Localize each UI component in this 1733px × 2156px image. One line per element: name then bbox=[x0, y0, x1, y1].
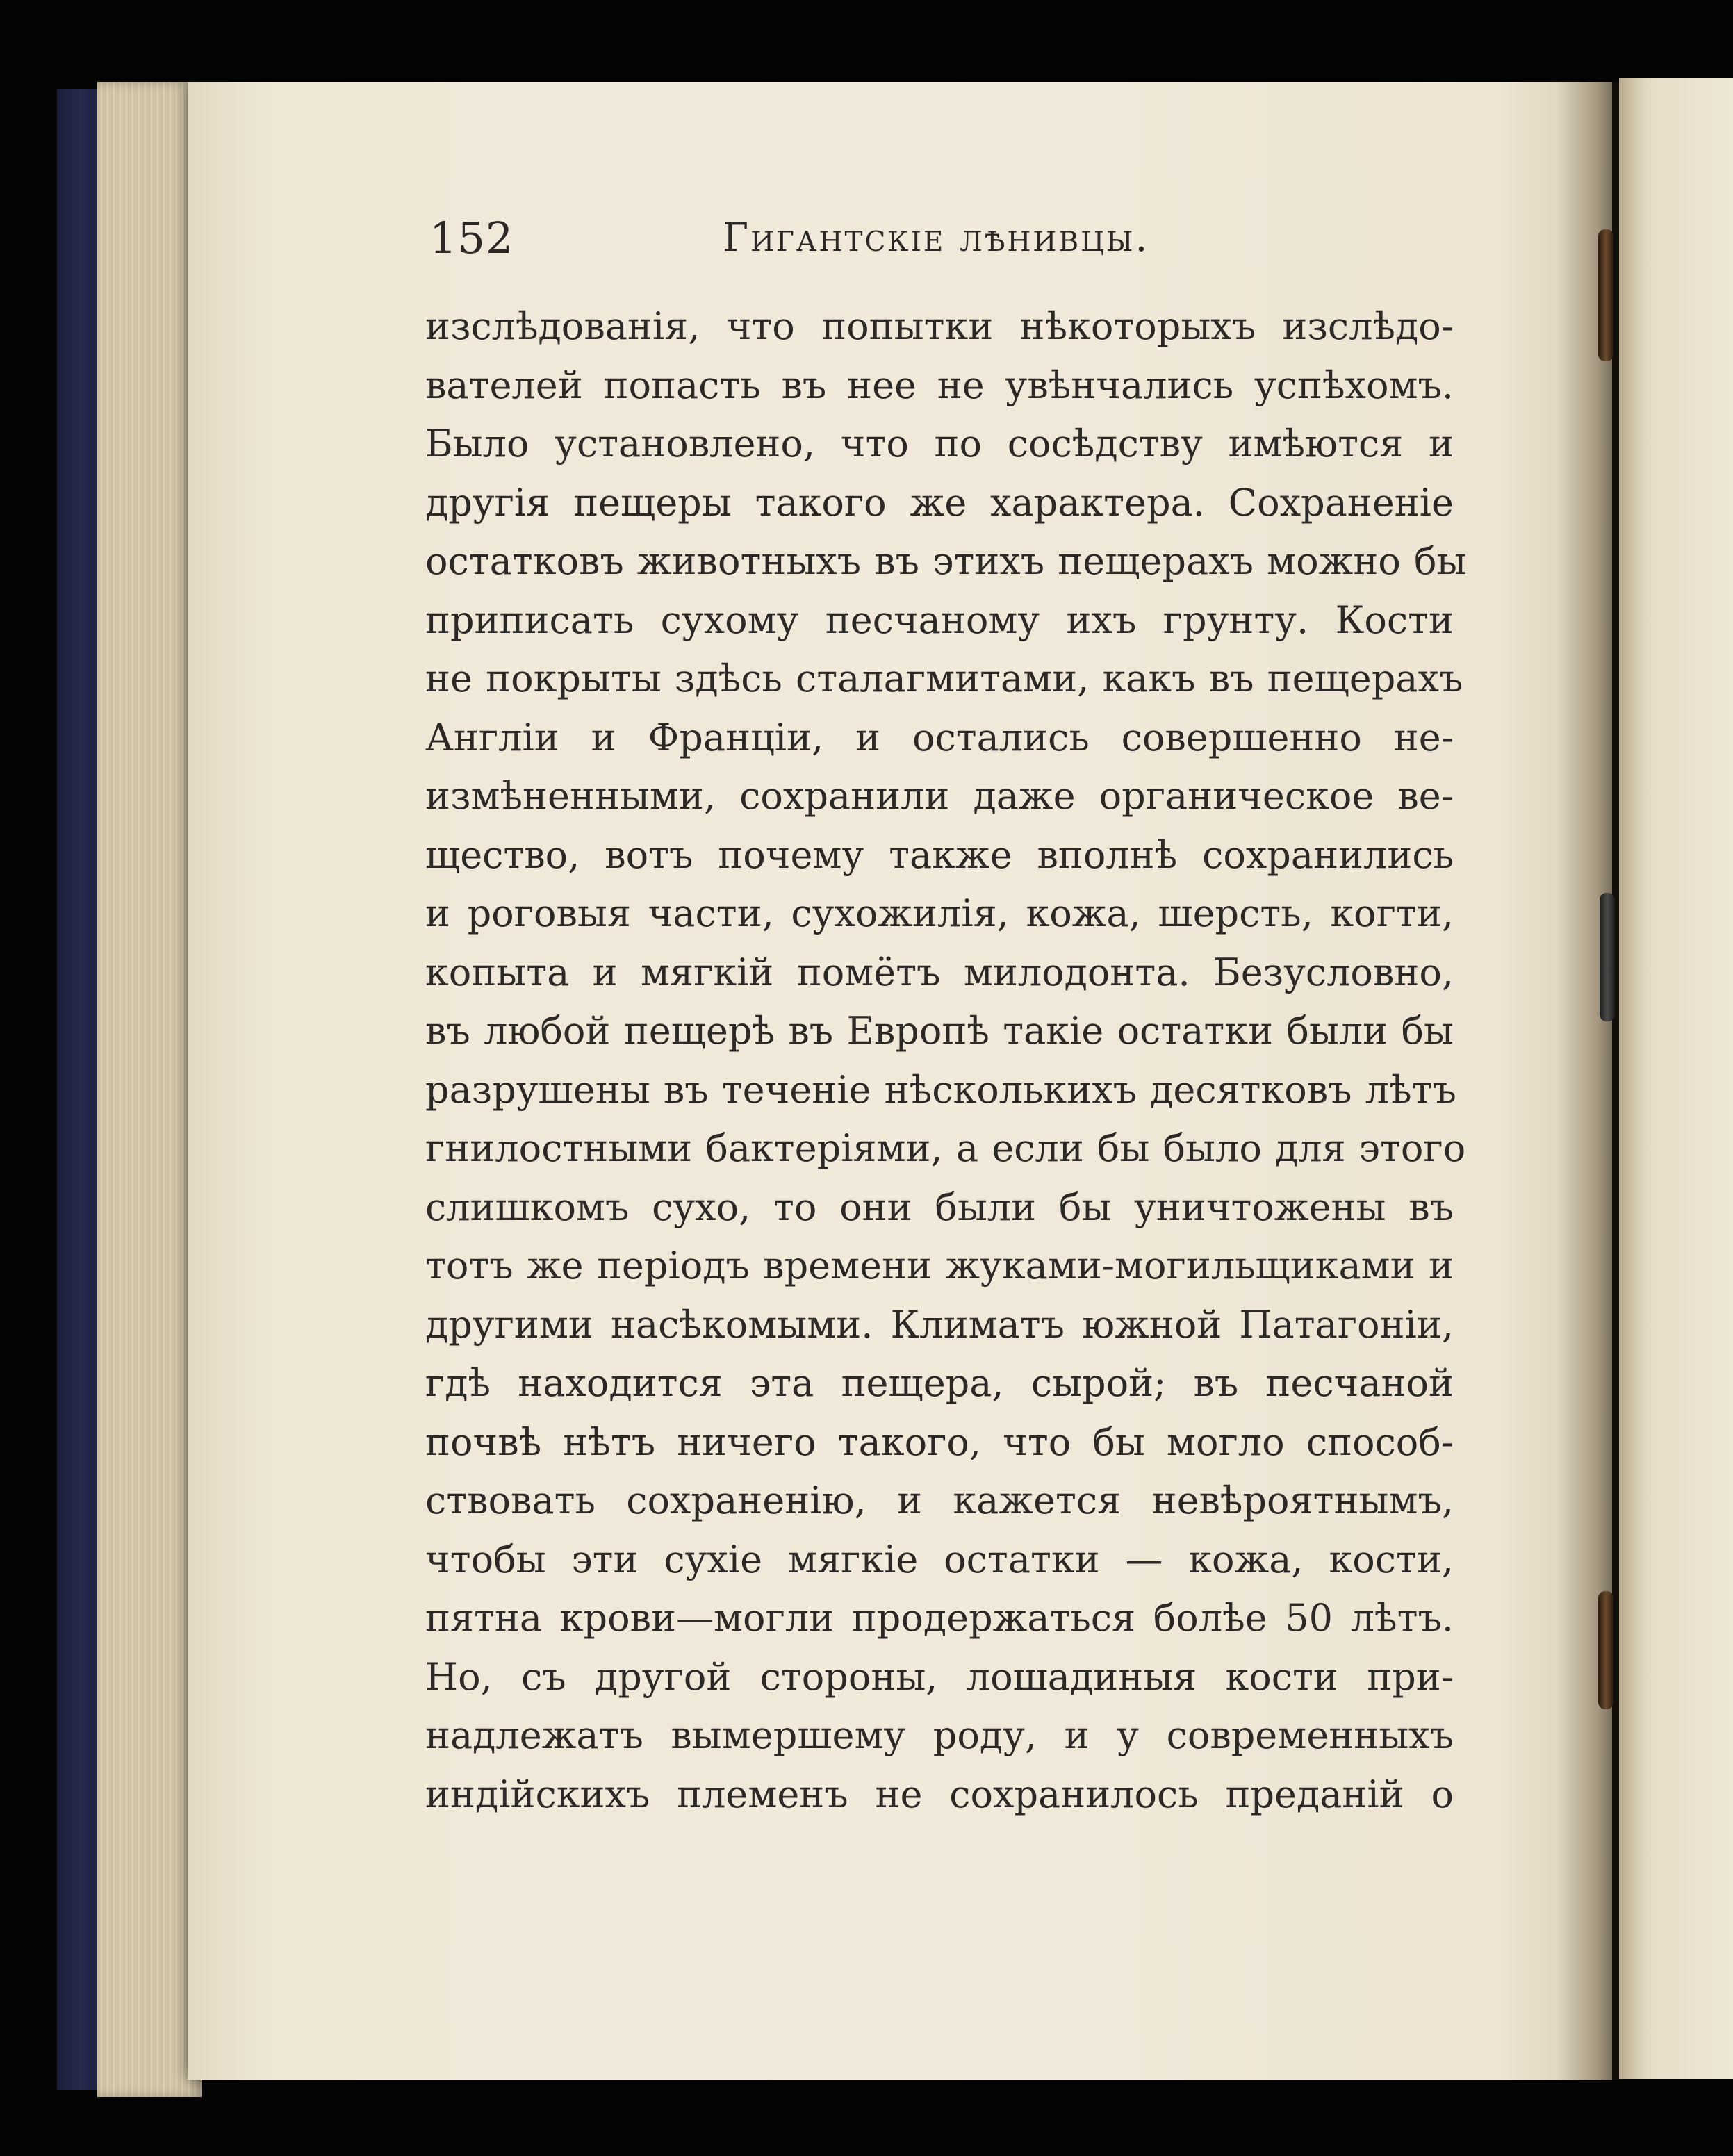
text-line: въ любой пещерѣ въ Европѣ такiе остатки были бы bbox=[425, 1009, 1454, 1053]
body-text bbox=[425, 297, 1467, 1824]
text-line: щество, вотъ почему также вполнѣ сохранились bbox=[425, 832, 1454, 877]
text-line: почвѣ нѣтъ ничего такого, что бы могло способ- bbox=[425, 1419, 1454, 1464]
text-line: Но, съ другой стороны, лошадиныя кости при- bbox=[425, 1654, 1454, 1699]
text-line: слишкомъ сухо, то они были бы уничтожены въ bbox=[425, 1185, 1454, 1229]
binding-clasp-top bbox=[1598, 229, 1613, 361]
text-line: тотъ же перiодъ времени жуками-могильщиками и bbox=[425, 1244, 1454, 1287]
text-line: пятна крови—могли продержаться болѣе 50 лѣтъ. bbox=[425, 1596, 1454, 1640]
binding-clasp-bottom bbox=[1598, 1591, 1613, 1709]
gutter-shadow bbox=[1557, 82, 1626, 2080]
text-line: ствовать сохраненiю, и кажется невѣроятнымъ, bbox=[425, 1479, 1454, 1522]
text-line: не покрыты здѣсь сталагмитами, какъ въ пещерахъ bbox=[425, 657, 1463, 700]
text-line: гнилостными бактерiями, а если бы было для этого bbox=[425, 1126, 1466, 1170]
text-line: остатковъ животныхъ въ этихъ пещерахъ можно бы bbox=[425, 539, 1467, 583]
binding-clasp-middle bbox=[1600, 893, 1615, 1021]
text-line: разрушены въ теченiе нѣсколькихъ десятковъ лѣтъ bbox=[425, 1067, 1456, 1112]
text-line: и роговыя части, сухожилiя, кожа, шерсть, когти, bbox=[425, 891, 1454, 935]
text-line: приписать сухому песчаному ихъ грунту. Кости bbox=[425, 598, 1454, 642]
text-line: чтобы эти сухiе мягкiе остатки — кожа, кости, bbox=[425, 1537, 1454, 1581]
text-line: изслѣдованiя, что попытки нѣкоторыхъ изслѣдо- bbox=[425, 304, 1454, 348]
text-line: другими насѣкомыми. Климатъ южной Патагонiи, bbox=[425, 1302, 1454, 1347]
text-line: надлежатъ вымершему роду, и у современныхъ bbox=[425, 1713, 1454, 1757]
text-line: индiйскихъ племенъ не сохранилось преданiй о bbox=[425, 1772, 1454, 1816]
text-line: Было установлено, что по сосѣдству имѣются и bbox=[425, 422, 1454, 466]
page-edges bbox=[97, 82, 202, 2097]
running-head: Гигантскiе лѣнивцы. bbox=[723, 215, 1150, 261]
page-number: 152 bbox=[429, 213, 514, 263]
text-line: Англiи и Францiи, и остались совершенно не- bbox=[425, 715, 1454, 759]
text-line: вателей попасть въ нее не увѣнчались успѣхомъ. bbox=[425, 363, 1454, 407]
text-line: измѣненными, сохранили даже органическое ве- bbox=[425, 774, 1454, 818]
text-line: гдѣ находится эта пещера, сырой; въ песчаной bbox=[425, 1361, 1454, 1405]
text-line: другiя пещеры такого же характера. Сохраненiе bbox=[425, 480, 1454, 525]
text-line: копыта и мягкiй помётъ милодонта. Безусловно, bbox=[425, 950, 1454, 994]
facing-page-edge bbox=[1619, 78, 1733, 2079]
